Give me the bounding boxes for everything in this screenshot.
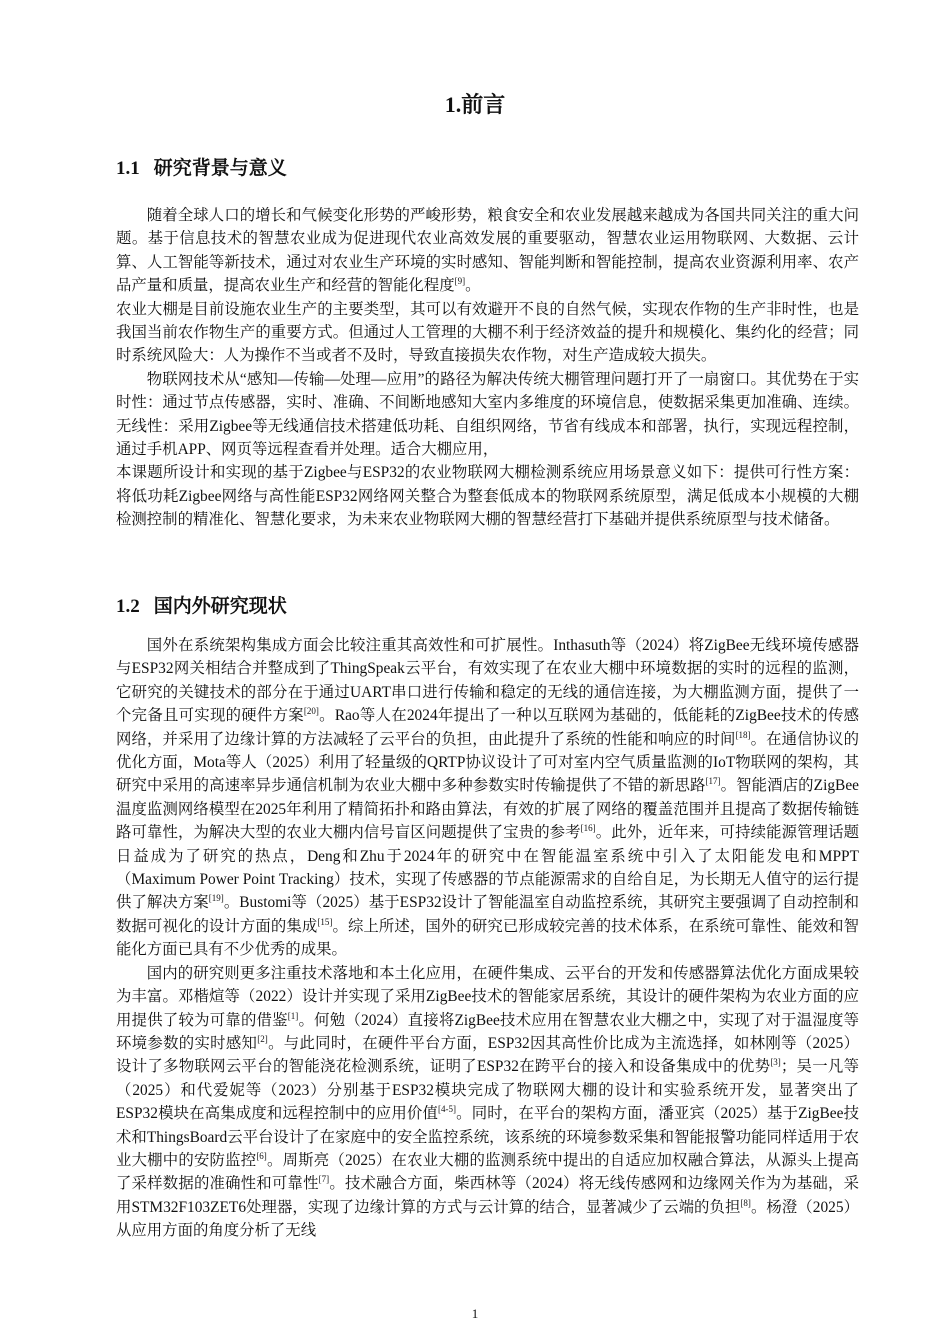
citation: [15] — [317, 916, 333, 927]
paragraph-text: 。Rao等人在2024年提出了一种以互联网为基础的，低能耗的ZigBee技术的传感网络，并采用了边缘计算的方法减轻了云平台的负担，由此提升了系统的性能和响应的时间 — [116, 707, 859, 748]
section-title: 国内外研究现状 — [153, 596, 287, 617]
citation: [19] — [208, 893, 224, 904]
section-1-2-body — [116, 634, 859, 1243]
paragraph — [116, 634, 859, 962]
citation: [20] — [303, 706, 319, 717]
section-number: 1.2 — [116, 596, 140, 617]
paragraph-text: 。杨澄（2025）从应用方面的角度分析了无线 — [116, 1198, 859, 1240]
citation: [18] — [735, 729, 751, 740]
paragraph-text: 随着全球人口的增长和气候变化形势的严峻形势，粮食安全和农业发展越来越成为各国共同关注的重大问题。基于信息技术的智慧农业成为促进现代农业高效发展的重要驱动，智慧农业运用物联网、大数据、云计算、人工智能等新技术，通过对农业生产环境的实时感知、智能判断和智能控制，提高农业资源利用率、农产品产量和质量，提高农业生产和经营的智能化程度 — [116, 207, 859, 295]
citation: [4-5] — [438, 1104, 456, 1115]
paragraph-text: 。周斯亮（2025）在农业大棚的监测系统中提出的自适应加权融合算法，从源头上提高了采样数据的准确性和可靠性 — [116, 1151, 859, 1193]
paragraph — [116, 204, 859, 298]
paragraph-text: 。此外，近年来，可持续能源管理话题日益成为了研究的热点，Deng和Zhu于2024年的研究中在智能温室系统中引入了太阳能发电和MPPT（Maximum Power Point Tracking）技术，实现了传感器的节点能源需求的自给自足，为长期无人值守的运行提供了解决方案 — [116, 824, 859, 912]
paragraph-text: 。技术融合方面，柴西林等（2024）将无线传感网和边缘网关作为为基础，采用STM32F103ZET6处理器，实现了边缘计算的方式与云计算的结合，显著减少了云端的负担 — [116, 1175, 859, 1216]
citation: [17] — [705, 776, 721, 787]
paragraph-text: 。何勉（2024）直接将ZigBee技术应用在智慧农业大棚之中，实现了对于温湿度等环境参数的实时感知 — [116, 1011, 859, 1052]
section-1-1-body — [116, 204, 859, 532]
paragraph-text: 国外在系统架构集成方面会比较注重其高效性和可扩展性。Inthasuth等（2024）将ZigBee无线环境传感器与ESP32网关相结合并整成到了ThingSpeak云平台，有效实现了在农业大棚中环境数据的实时的远程的监测，它研究的关键技术的部分在于通过UART串口进行传输和稳定的无线的通信连接，为大棚监测方面，提供了一个完备且可实现的硬件方案 — [116, 637, 859, 725]
section-heading-1-1 — [116, 156, 287, 182]
paragraph-text: 。在通信协议的优化方面，Mota等人（2025）利用了轻量级的QRTP协议设计了可对室内空气质量监测的IoT物联网的架构，其研究中采用的高速率异步通信机制为农业大棚中多种参数实时传输提供了不错的新思路 — [116, 730, 859, 795]
citation: [1] — [287, 1010, 299, 1021]
paragraph — [116, 962, 859, 1243]
page-number: 1 — [471, 1306, 479, 1321]
citation: [9] — [454, 276, 466, 287]
section-title: 研究背景与意义 — [153, 158, 287, 179]
paragraph-text: 。 — [465, 277, 481, 295]
paragraph-text: 。Bustomi等（2025）基于ESP32设计了智能温室自动监控系统，其研究主要强调了自动控制和数据可视化的设计方面的集成 — [116, 894, 859, 935]
paragraph: 农业大棚是目前设施农业生产的主要类型，其可以有效避开不良的自然气候，实现农作物的生产非时性，也是我国当前农作物生产的重要方式。但通过人工管理的大棚不利于经济效益的提升和规模化、集约化的经营；同时系统风险大：人为操作不当或者不及时，导致直接损失农作物，对生产造成较大损失。 — [116, 300, 859, 365]
citation: [7] — [318, 1174, 330, 1185]
citation: [6] — [256, 1150, 267, 1161]
paragraph: 物联网技术从“感知—传输—处理—应用”的路径为解决传统大棚管理问题打开了一扇窗口。其优势在于实时性：通过节点传感器，实时、准确、不间断地感知大室内多维度的环境信息，使数据采集更加准确、连续。无线性：采用Zigbee等无线通信技术搭建低功耗、自组织网络，节省有线成本和部署，执行，实现远程控制，通过手机APP、网页等远程查看并处理。适合大棚应用， — [116, 370, 859, 459]
citation: [2] — [257, 1033, 268, 1044]
paragraph-text: 国内的研究则更多注重技术落地和本土化应用，在硬件集成、云平台的开发和传感器算法优化方面成果较为丰富。邓楷煊等（2022）设计并实现了采用ZigBee技术的智能家居系统，其设计的硬件架构为农业方面的应用提供了较为可靠的借鉴 — [116, 964, 859, 1029]
paragraph-text: ；吴一凡等（2025）和代爱妮等（2023）分别基于ESP32模块完成了物联网大棚的设计和实验系统开发，显著突出了ESP32模块在高集成度和远程控制中的应用价值 — [116, 1058, 859, 1123]
citation: [8] — [740, 1197, 751, 1208]
paragraph: 本课题所设计和实现的基于Zigbee与ESP32的农业物联网大棚检测系统应用场景意义如下：提供可行性方案：将低功耗Zigbee网络与高性能ESP32网络网关整合为整套低成本的物联网系统原型，满足低成本小规模的大棚检测控制的精准化、智慧化要求，为未来农业物联网大棚的智慧经营打下基础并提供系统原型与技术储备。 — [116, 464, 859, 529]
section-number: 1.1 — [116, 158, 140, 179]
paragraph-text: 。同时，在平台的架构方面，潘亚宾（2025）基于ZigBee技术和ThingsBoard云平台设计了在家庭中的安全监控系统，该系统的环境参数采集和智能报警功能同样适用于农业大棚中的安防监控 — [116, 1105, 859, 1169]
paragraph-text: 。综上所述，国外的研究已形成较完善的技术体系，在系统可靠性、能效和智能化方面已具有不少优秀的成果。 — [116, 917, 859, 959]
citation: [3] — [770, 1057, 781, 1068]
citation: [16] — [580, 823, 596, 834]
paragraph-text: 。与此同时，在硬件平台方面，ESP32因其高性价比成为主流选择，如林刚等（2025）设计了多物联网云平台的智能浇花检测系统，证明了ESP32在跨平台的接入和设备集成中的优势 — [116, 1034, 859, 1076]
section-heading-1-2 — [116, 594, 287, 620]
paragraph-text: 。智能酒店的ZigBee温度监测网络模型在2025年利用了精简拓扑和路由算法，有效的扩展了网络的覆盖范围并且提高了数据传输链路可靠性，为解决大型的农业大棚内信号盲区问题提供了宝贵的参考 — [116, 777, 859, 842]
chapter-title: 1.前言 — [444, 92, 506, 117]
